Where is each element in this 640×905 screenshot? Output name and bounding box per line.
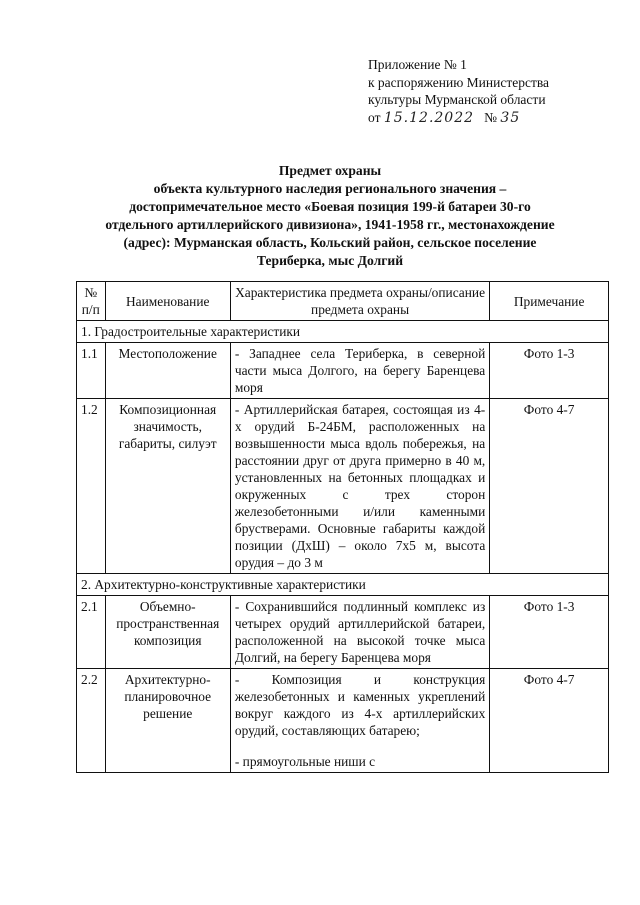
- title-line: объекта культурного наследия регионального значения –: [153, 181, 507, 196]
- header-name: Наименование: [105, 282, 230, 321]
- title-line: Предмет охраны: [278, 163, 382, 178]
- row-desc-cell: [230, 669, 489, 773]
- spacer: [235, 739, 485, 753]
- row-note: Фото 1-3: [490, 343, 609, 399]
- row-desc: - Западнее села Териберка, в северной части мыса Долгого, на берегу Баренцева моря: [230, 343, 489, 399]
- title-line: Териберка, мыс Долгий: [256, 253, 404, 268]
- row-name: Архитектурно-планировочное решение: [105, 669, 230, 773]
- section-row: [77, 321, 609, 343]
- title-line: достопримечательное место «Боевая позиция 199-й батареи 30-го: [129, 199, 531, 214]
- row-name: Местоположение: [105, 343, 230, 399]
- document-title: [60, 162, 600, 270]
- row-note: Фото 4-7: [490, 669, 609, 773]
- row-note: Фото 4-7: [490, 399, 609, 574]
- header-desc: Характеристика предмета охраны/описание предмета охраны: [230, 282, 489, 321]
- appendix-block: [368, 56, 549, 127]
- appendix-line: к распоряжению Министерства: [368, 74, 550, 90]
- number-prefix: №: [484, 109, 498, 125]
- appendix-line: Приложение № 1: [368, 57, 467, 72]
- handwritten-date: 15.12.2022: [383, 109, 475, 126]
- appendix-date-line: [368, 109, 549, 128]
- table-row: [77, 669, 609, 773]
- row-desc: - Композиция и конструкция железобетонных и каменных укреплений вокруг каждого из 4-х артиллерийских орудий, составляющих батарею;: [234, 672, 486, 738]
- handwritten-number: 35: [500, 109, 521, 126]
- section-title: 2. Архитектурно-конструктивные характеристики: [77, 574, 609, 596]
- row-num: 2.2: [77, 669, 106, 773]
- row-name: Композиционная значимость, габариты, силуэт: [105, 399, 230, 574]
- row-desc: - Сохранившийся подлинный комплекс из четырех орудий артиллерийской батареи, расположенной на высокой точке мыса Долгий, на берегу Баренцева моря: [230, 596, 489, 669]
- table-row: [77, 596, 609, 669]
- table-header-row: [77, 282, 609, 321]
- row-desc-continued: - прямоугольные ниши с: [234, 754, 376, 769]
- header-num: № п/п: [77, 282, 106, 321]
- section-row: [77, 574, 609, 596]
- appendix-line: культуры Мурманской области: [368, 92, 546, 107]
- row-desc: - Артиллерийская батарея, состоящая из 4-х орудий Б-24БМ, расположенных на возвышенности мыса вдоль побережья, на расстоянии друг от друга примерно в 40 м, установленных на бетонных площадках и окруженных с трех сторон железобетонными и/или каменными брустверами. Основные габариты каждой позиции (ДхШ) – около 7х5 м, высота орудия – до 3 м: [230, 399, 489, 574]
- title-line: отдельного артиллерийского дивизиона», 1941-1958 гг., местонахождение: [105, 217, 555, 232]
- row-num: 1.2: [77, 399, 106, 574]
- row-name: Объемно-пространственная композиция: [105, 596, 230, 669]
- row-num: 2.1: [77, 596, 106, 669]
- header-note: Примечание: [490, 282, 609, 321]
- row-num: 1.1: [77, 343, 106, 399]
- protection-subject-table: [76, 281, 609, 773]
- date-prefix: от: [368, 109, 381, 125]
- table-row: [77, 399, 609, 574]
- table-row: [77, 343, 609, 399]
- row-note: Фото 1-3: [490, 596, 609, 669]
- title-line: (адрес): Мурманская область, Кольский район, сельское поселение: [123, 235, 537, 250]
- section-title: 1. Градостроительные характеристики: [77, 321, 609, 343]
